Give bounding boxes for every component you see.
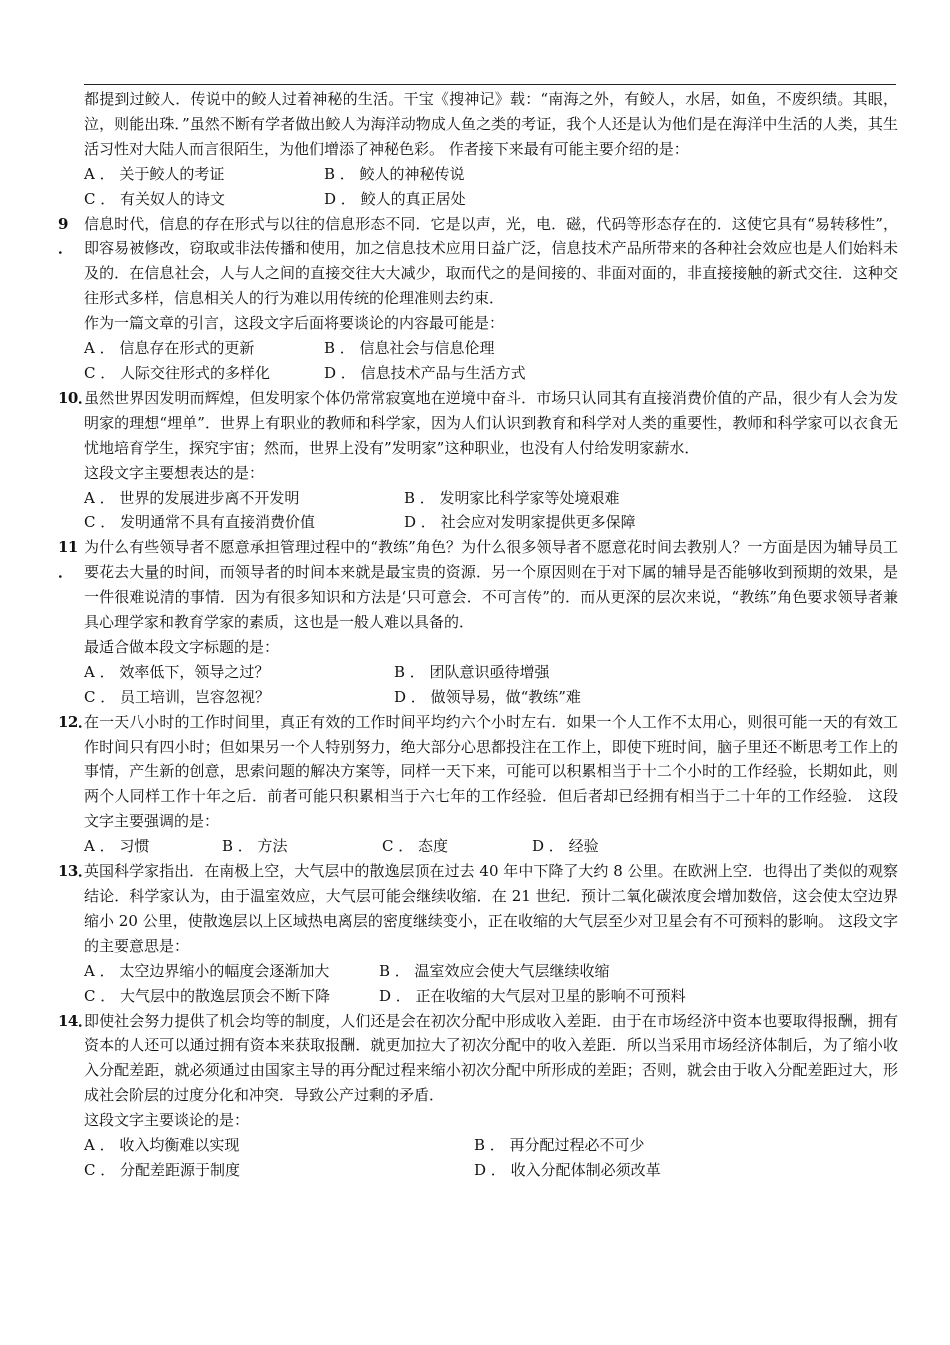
question-14-prompt: 这段文字主要谈论的是： [84,1111,250,1130]
option-a[interactable]: A ． 信息存在形式的更新 [84,339,255,358]
option-c[interactable]: C ． 人际交往形式的多样化 [84,363,271,382]
option-a[interactable]: A ． 关于鲛人的考证 [84,164,225,183]
question-9-options-row-1 [58,336,898,361]
question-10-prompt: 这段文字主要想表达的是： [84,463,265,482]
question-10-options-row-2 [58,510,898,535]
option-d[interactable]: D ． 社会应对发明家提供更多保障 [404,513,636,532]
question-10 [58,386,898,535]
question-14 [58,1009,898,1183]
header-rule [84,84,896,85]
question-number: 14． [58,1011,93,1030]
question-9 [58,212,898,386]
question-8-options-row-1 [58,162,898,187]
option-c[interactable]: C ． 分配差距源于制度 [84,1160,241,1179]
question-9-options-row-2 [58,361,898,386]
question-8 [58,87,898,212]
option-c[interactable]: C ． 发明通常不具有直接消费价值 [84,513,316,532]
question-12-passage: 在一天八小时的工作时间里，真正有效的工作时间平均约六个小时左右．如果一个人工作不太用心，则很可能一天的有效工作时间只有四小时；但如果另一个人特别努力，绝大部分心思都投注在工作上，即使下班时间，脑子里还不断思考工作上的事情，产生新的创意，思索问题的解决方案等，同样一天下来，可能可以积累相当于十二个小时的工作经验，长期如此，则两个人同样工作十年之后．前者可能只积累相当于六七年的工作经验．但后者却已经拥有相当于二十年的工作经验． 这段文字主要强调的是： [84,712,898,831]
question-11-passage: 为什么有些领导者不愿意承担管理过程中的“教练”角色？为什么很多领导者不愿意花时间去教别人？一方面是因为辅导员工要花去大量的时间，而领导者的时间本来就是最宝贵的资源．另一个原因则在于对下属的辅导是否能够收到预期的效果，是一件很难说清的事情．因为有很多知识和方法是‘只可意会．不可言传”的．而从更深的层次来说，“教练”角色要求领导者兼具心理学家和教育学家的素质，这也是一般人难以具备的． [84,538,898,632]
question-8-options-row-2 [58,187,898,212]
option-c[interactable]: C ． 员工培训，岂容忽视？ [84,687,271,706]
question-8-passage: 都提到过鲛人．传说中的鲛人过着神秘的生活。干宝《搜神记》载：“南海之外，有鲛人，水居，如鱼，不废织绩。其眼，泣，则能出珠．”虽然不断有学者做出鲛人为海洋动物成人鱼之类的考证，我个人还是认为他们是在海洋中生活的人类，其生活习性对大陆人而言很陌生，为他们增添了神秘色彩。 作者接下来最有可能主要介绍的是： [84,90,898,158]
option-d[interactable]: D ． 正在收缩的大气层对卫星的影响不可预料 [379,986,686,1005]
question-14-passage: 即使社会努力提供了机会均等的制度，人们还是会在初次分配中形成收入差距．由于在市场经济中资本也要取得报酬，拥有资本的人还可以通过拥有资本来获取报酬．就更加拉大了初次分配中的收入差距．所以当采用市场经济体制后，为了缩小收入分配差距，就必须通过由国家主导的再分配过程来缩小初次分配中所形成的差距；否则，就会由于收入分配差距过大，形成社会阶层的过度分化和冲突．导致公产过剩的矛盾． [84,1011,898,1105]
option-a[interactable]: A ． 世界的发展进步离不开发明 [84,488,300,507]
question-11 [58,535,898,709]
question-14-options-row-2 [58,1158,898,1183]
option-d[interactable]: D ． 收入分配体制必须改革 [474,1160,661,1179]
question-number: 13． [58,862,93,881]
option-b[interactable]: B ． 再分配过程必不可少 [474,1136,645,1155]
question-9-passage: 信息时代，信息的存在形式与以往的信息形态不同．它是以声，光，电．磁，代码等形态存在的．这使它具有“易转移性”，即容易被修改，窃取或非法传播和使用，加之信息技术应用日益广泛，信息技术产品所带来的各种社会效应也是人们始料未及的．在信息社会，人与人之间的直接交往大大减少，取而代之的是间接的、非面对面的，非直接接触的新式交往．这种交往形式多样，信息相关人的行为难以用传统的伦理准则去约束． [84,214,898,308]
question-13-passage: 英国科学家指出．在南极上空，大气层中的散逸层顶在过去 40 年中下降了大约 8 公里。在欧洲上空．也得出了类似的观察结论．科学家认为，由于温室效应，大气层可能会继续收缩．在 21 世纪．预计二氧化碳浓度会增加数倍，这会使太空边界缩小 20 公里，使散逸层以上区域热电离层的密度继续变小，正在收缩的大气层至少对卫星会有不可预料的影响。 这段文字的主要意思是： [84,862,898,955]
option-b[interactable]: B ． 鲛人的神秘传说 [324,164,465,183]
question-13 [58,859,898,1008]
option-d[interactable]: D ． 做领导易，做“教练”难 [394,687,581,706]
option-b[interactable]: B ． 温室效应会使大气层继续收缩 [379,961,610,980]
question-13-options-row-1 [58,959,898,984]
option-d[interactable]: D ． 鲛人的真正居处 [324,189,466,208]
option-a[interactable]: A ． 习惯 [84,837,150,856]
option-c[interactable]: C ． 大气层中的散逸层顶会不断下降 [84,986,331,1005]
option-b[interactable]: B ． 发明家比科学家等处境艰难 [404,488,620,507]
question-number: 11 ． [58,538,78,582]
question-12 [58,710,898,859]
question-12-options-row [58,834,898,859]
question-11-options-row-2 [58,685,898,710]
question-14-options-row-1 [58,1133,898,1158]
option-d[interactable]: D ． 信息技术产品与生活方式 [324,363,526,382]
option-c[interactable]: C ． 态度 [382,837,449,856]
question-9-prompt: 作为一篇文章的引言，这段文字后面将要谈论的内容最可能是： [84,314,505,333]
option-b[interactable]: B ． 团队意识亟待增强 [394,662,550,681]
question-number: 12． [58,712,93,731]
option-b[interactable]: B ． 方法 [222,837,288,856]
question-11-options-row-1 [58,660,898,685]
question-13-options-row-2 [58,984,898,1009]
option-a[interactable]: A ． 太空边界缩小的幅度会逐渐加大 [84,961,330,980]
option-d[interactable]: D ． 经验 [532,837,599,856]
exam-content [58,87,898,1183]
question-10-passage: 虽然世界因发明而辉煌，但发明家个体仍常常寂寞地在逆境中奋斗．市场只认同其有直接消费价值的产品，很少有人会为发明家的理想“埋单”．世界上有职业的教师和科学家，因为人们认识到教育和科学对人类的重要性，教师和科学家可以衣食无忧地培育学生，探究宇宙；然而，世界上没有”发明家”这种职业，也没有人付给发明家薪水． [84,388,898,457]
question-11-prompt: 最适合做本段文字标题的是： [84,637,280,656]
option-a[interactable]: A ． 收入均衡难以实现 [84,1136,240,1155]
question-number: 9 ． [58,214,73,258]
question-number: 10． [58,388,93,407]
option-c[interactable]: C ． 有关奴人的诗文 [84,189,226,208]
question-10-options-row-1 [58,486,898,511]
option-b[interactable]: B ． 信息社会与信息伦理 [324,339,495,358]
option-a[interactable]: A ． 效率低下，领导之过？ [84,662,270,681]
